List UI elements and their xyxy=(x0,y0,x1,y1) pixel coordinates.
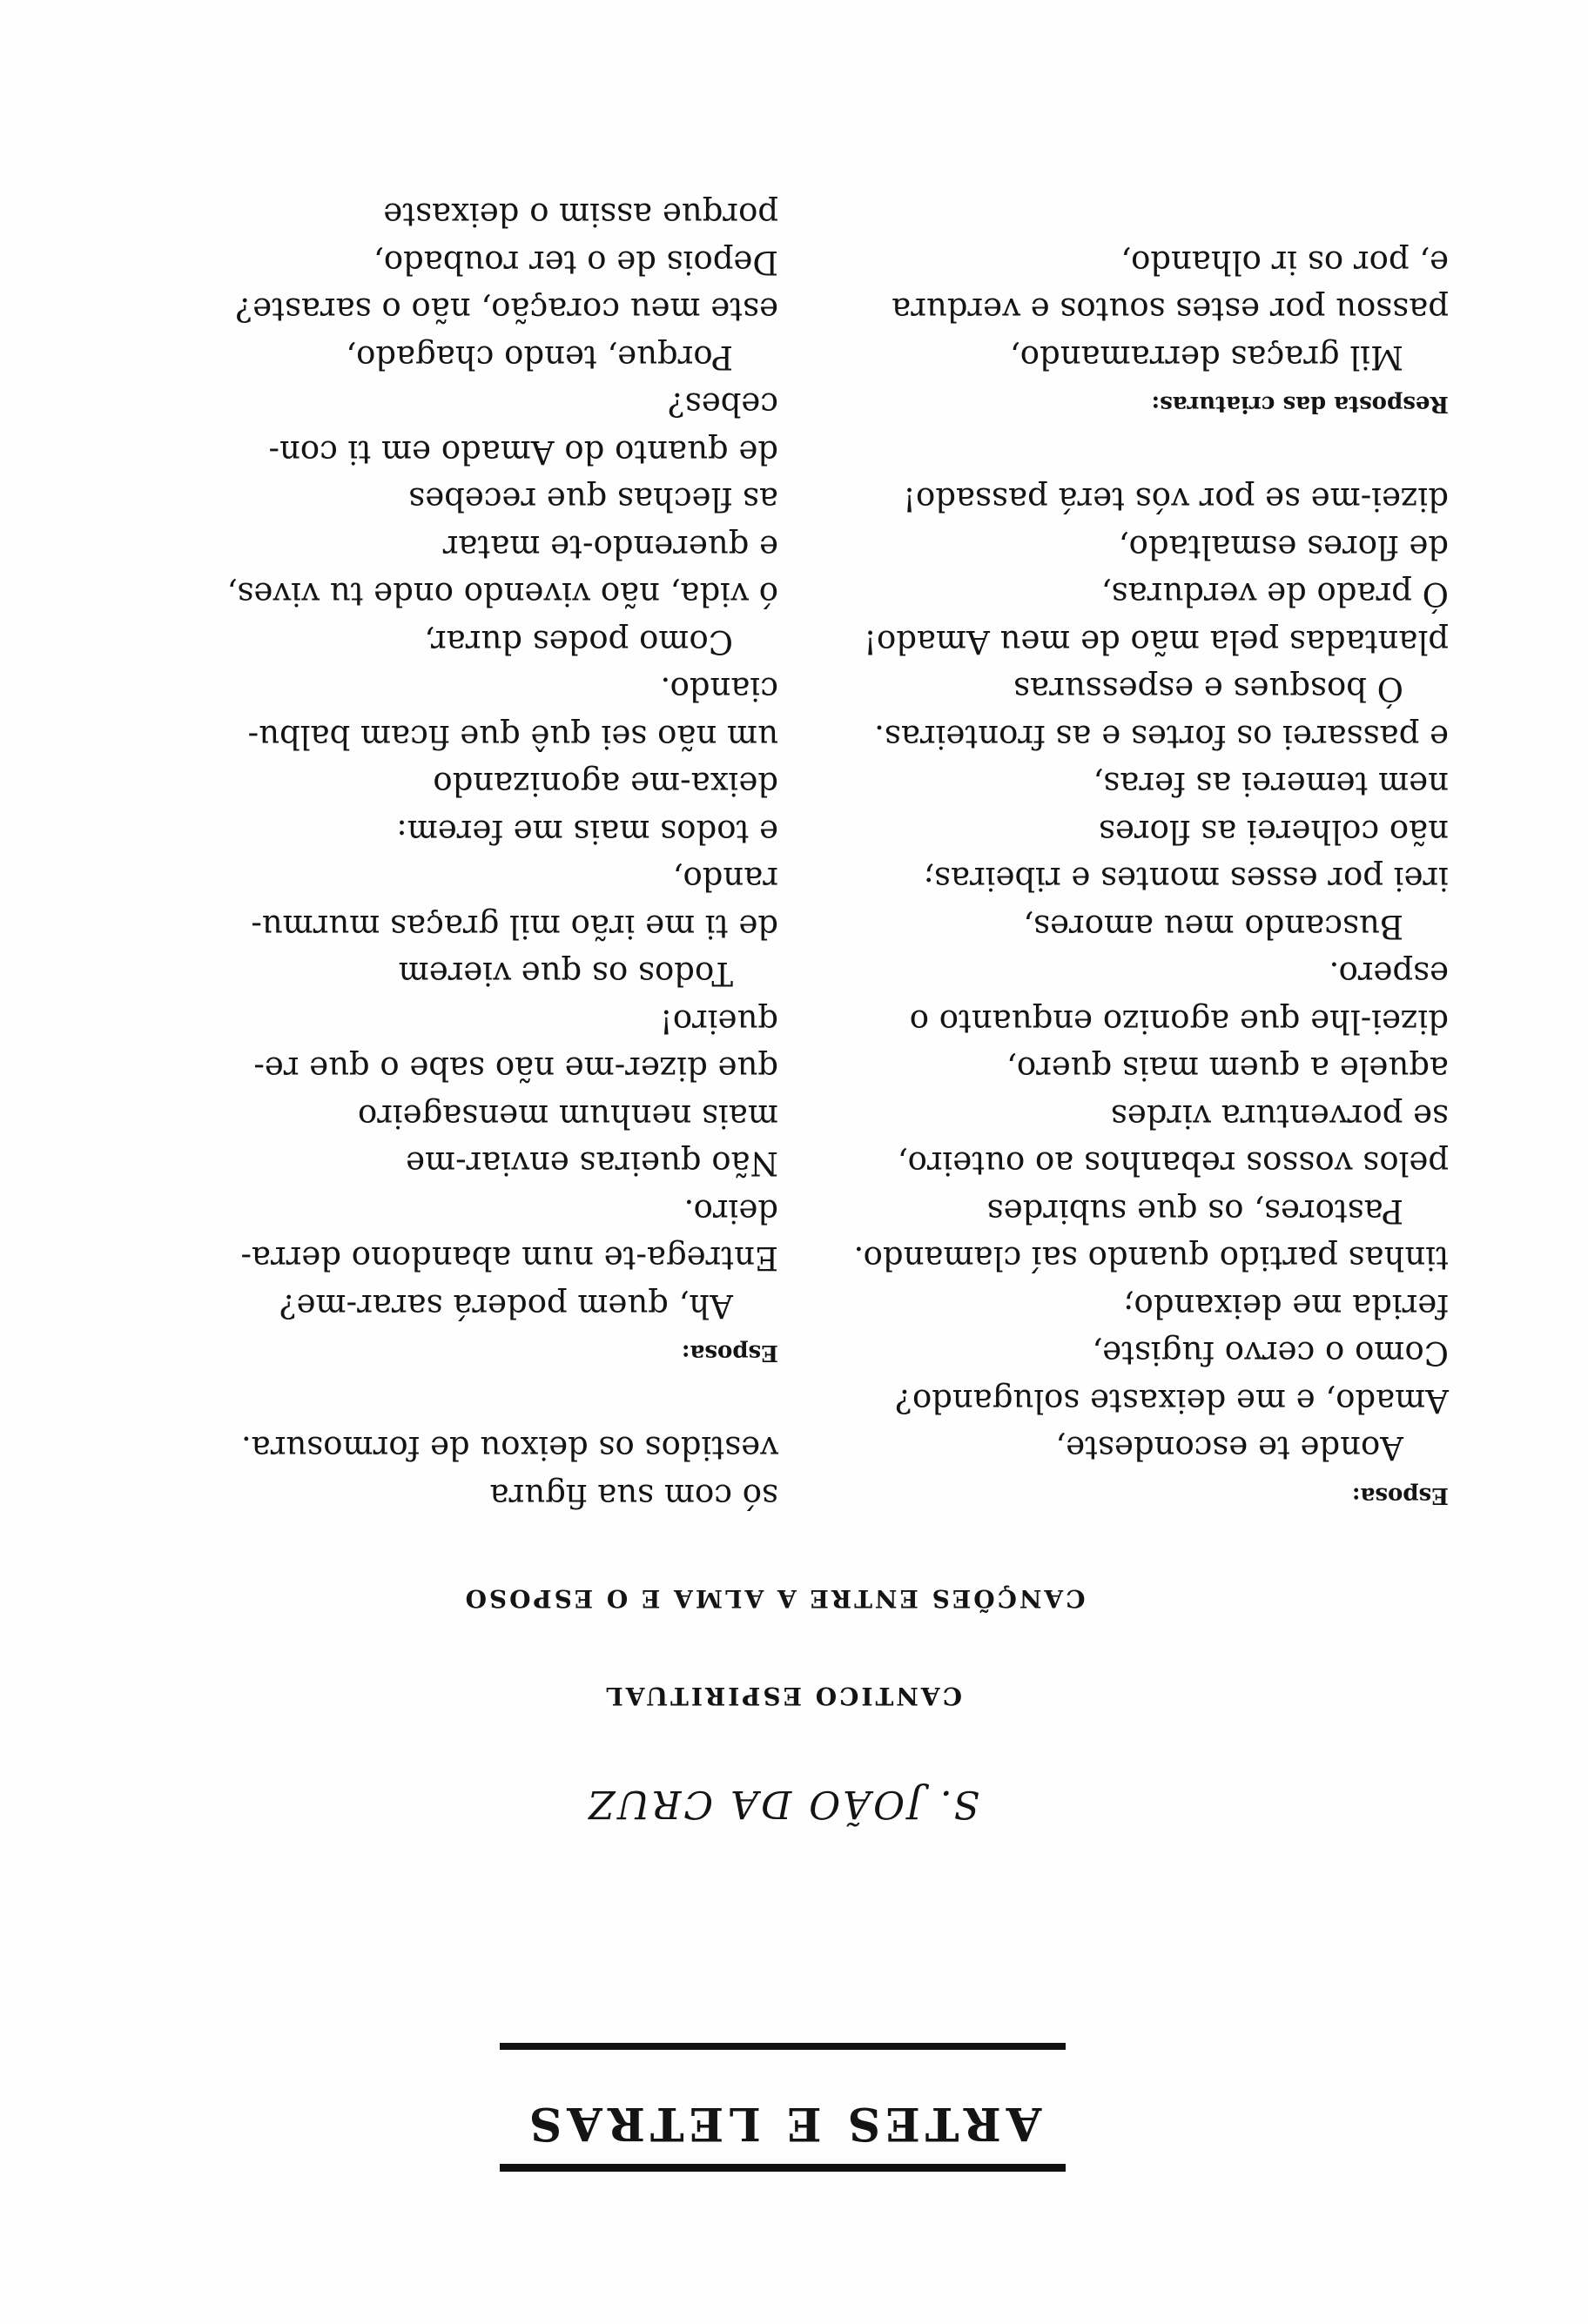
verse-line: só com sua figura xyxy=(489,1477,778,1515)
verse-line: Ó prado de verduras, xyxy=(1100,575,1449,614)
verse-line: espero. xyxy=(1329,955,1449,993)
verse-line: Ó bosques e espessuras xyxy=(1013,670,1403,709)
verse-line: rando, xyxy=(672,860,778,898)
verse-line: pelos vossos rebanhos ao outeiro, xyxy=(897,1145,1449,1183)
verse-line: ferida me deixando; xyxy=(1123,1287,1449,1325)
verse-line: queiro! xyxy=(659,1003,778,1040)
speaker-heading: Esposa: xyxy=(681,1340,778,1367)
stanza-gap xyxy=(752,428,1449,476)
stanza-gap xyxy=(117,1377,778,1425)
verse-line: e querendo-te matar xyxy=(442,528,778,566)
verse-line: e passarei os fortes e as fronteiras. xyxy=(874,718,1449,756)
verse-line: Mil graças derramando, xyxy=(1010,339,1403,376)
verse-line: nem temerei as feras, xyxy=(1093,765,1449,803)
verse-line: as flechas que recebes xyxy=(408,480,778,519)
verse-line: Como podes durar, xyxy=(424,623,733,661)
verse-line: ciando. xyxy=(660,670,778,709)
verse-line: dizei-me se por vós terá passado! xyxy=(903,480,1449,519)
author-name: S. JOÃO DA CRUZ xyxy=(585,1782,980,1826)
verse-line: porque assim o deixaste xyxy=(383,196,778,234)
verse-line: não colherei as flores xyxy=(1099,813,1449,850)
verse-line: e todos mais me ferem: xyxy=(396,813,778,850)
verse-line: de flores esmaltado, xyxy=(1118,528,1449,566)
verse-line: Porque, tendo chagado, xyxy=(346,339,733,376)
verse-line: Buscando meu amores, xyxy=(1023,908,1403,945)
verse-line: Como o cervo fugiste, xyxy=(1092,1334,1449,1373)
verse-line: Ah, quem poderá sarar-me? xyxy=(279,1287,733,1325)
verse-line: mais nenhum mensageiro xyxy=(357,1098,778,1135)
section-title: ARTES E LETRAS xyxy=(523,2097,1042,2150)
bottom-rule xyxy=(500,2043,1066,2050)
verse-line: Aonde te escondeste, xyxy=(1055,1429,1403,1468)
verse-line: e, por os ir olhando, xyxy=(1120,244,1449,281)
speaker-heading: Esposa: xyxy=(1351,1482,1449,1508)
right-column xyxy=(117,191,778,1519)
verse-line: dizei-lhe que agonizo enquanto o xyxy=(909,1003,1449,1040)
verse-line: Pastores, os que subirdes xyxy=(986,1192,1403,1230)
verse-line: de ti me irão mil graças murmu- xyxy=(251,908,778,945)
verse-line: passou por estes soutos e verdura xyxy=(892,291,1449,329)
verse-line: aquele a quem mais quero, xyxy=(1006,1050,1449,1088)
left-column xyxy=(752,238,1449,1520)
verse-line: Não queiras enviar-me xyxy=(406,1145,778,1183)
verse-line: deiro. xyxy=(683,1192,778,1230)
work-subtitle: CANÇÕES ENTRE A ALMA E O ESPOSO xyxy=(462,1584,1086,1613)
verse-line: Depois de o ter roubado, xyxy=(373,244,778,281)
speaker-heading: Resposta das criaturas: xyxy=(1151,391,1449,418)
work-title: CANTICO ESPIRITUAL xyxy=(603,1682,962,1710)
verse-line: Amado, e me deixaste solugando? xyxy=(895,1382,1449,1420)
verse-line: este meu coração, não o saraste? xyxy=(235,291,778,329)
verse-line: deixa-me agonizando xyxy=(433,765,778,803)
verse-line: vestidos os deixou de formosura. xyxy=(240,1429,778,1468)
verse-line: que dizer-me não sabe o que re- xyxy=(253,1050,778,1088)
verse-line: um não sei quê que ficam balbu- xyxy=(247,718,778,756)
verse-line: se porventura virdes xyxy=(1110,1098,1449,1135)
verse-line: ó vida, não vivendo onde tu vives, xyxy=(226,575,778,614)
verse-line: tinhas partido quando saí clamando. xyxy=(853,1239,1449,1278)
verse-line: de quanto do Amado em ti con- xyxy=(268,433,778,471)
verse-line: plantadas pela mão de meu Amado! xyxy=(864,623,1449,661)
top-rule xyxy=(500,2164,1066,2172)
verse-line: irei por esses montes e ribeiras; xyxy=(923,860,1449,898)
verse-line: Entrega-te num abandono derra- xyxy=(240,1239,778,1278)
verse-line: Todos os que vierem xyxy=(398,955,733,993)
verse-line: cebes? xyxy=(667,386,778,424)
